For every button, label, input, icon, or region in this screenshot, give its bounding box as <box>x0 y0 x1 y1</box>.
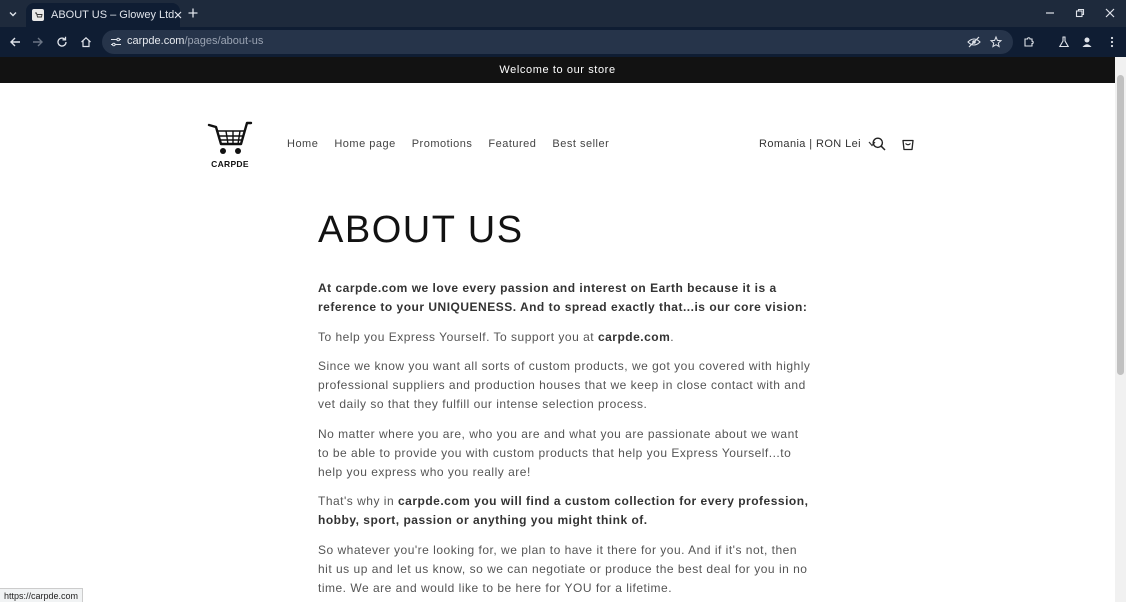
country-currency-selector[interactable] <box>759 138 876 150</box>
nav-item-best-seller[interactable]: Best seller <box>552 138 610 150</box>
tab-title: ABOUT US – Glowey Ltd <box>51 9 175 21</box>
nav-item-home-page[interactable]: Home page <box>334 138 396 150</box>
close-tab-icon[interactable] <box>174 8 182 22</box>
url-path: /pages/about-us <box>184 35 264 47</box>
page-title: ABOUT US <box>318 209 524 251</box>
main-nav <box>279 138 617 150</box>
mission-text: To help you Express Yourself. To support you at <box>318 329 598 344</box>
profile-avatar-icon[interactable] <box>1079 34 1095 50</box>
nav-item-featured[interactable]: Featured <box>488 138 537 150</box>
address-bar[interactable] <box>102 30 1013 54</box>
url-text[interactable] <box>127 35 263 47</box>
url-host: carpde.com <box>127 35 185 47</box>
announcement-bar: Welcome to our store <box>0 57 1115 83</box>
lab-flask-icon[interactable] <box>1056 34 1072 50</box>
country-currency-label: Romania | RON Lei <box>759 138 861 150</box>
paragraph-intro <box>318 279 813 317</box>
site-logo[interactable] <box>207 121 253 171</box>
paragraph-intro-text: At carpde.com we love every passion and interest on Earth because it is a reference to your UNIQUENESS. And to spread exactly that...is our core vision: <box>318 281 808 314</box>
scrollbar-thumb[interactable] <box>1117 75 1124 375</box>
paragraph-mission <box>318 328 813 347</box>
paragraph-collection <box>318 492 813 530</box>
forward-arrow-icon[interactable] <box>30 34 46 50</box>
extensions-puzzle-icon[interactable] <box>1021 34 1037 50</box>
paragraph-lifetime: So whatever you're looking for, we plan to have it there for you. And if it's not, then hit us up and let us know, so we can negotiate or produce the best deal for you in no time. We are and would like to be here for YOU for a lifetime. <box>318 542 808 595</box>
web-page <box>0 57 1115 602</box>
eye-slash-icon[interactable] <box>966 34 982 50</box>
restore-window-icon[interactable] <box>1073 6 1087 20</box>
nav-item-home[interactable]: Home <box>287 138 319 150</box>
tab-search-chevron-icon[interactable] <box>5 6 21 22</box>
paragraph-express: No matter where you are, who you are and what you are passionate about we want to be able to provide you with custom products that help you Express Yourself...to help you express who you really are! <box>318 426 799 479</box>
collection-lead: That's why in <box>318 494 398 508</box>
shopping-cart-logo-icon <box>207 121 253 157</box>
status-bar-url: https://carpde.com <box>0 588 83 602</box>
browser-menu-icon[interactable] <box>1104 34 1120 50</box>
nav-item-promotions[interactable]: Promotions <box>411 138 473 150</box>
browser-toolbar <box>0 27 1126 57</box>
paragraph-suppliers: Since we know you want all sorts of custom products, we got you covered with highly professional suppliers and production houses that we keep in close contact with and vet daily so that they fulfill our intense selection process. <box>318 359 811 411</box>
cart-icon[interactable] <box>900 136 916 152</box>
mission-period: . <box>670 329 675 344</box>
site-favicon-icon <box>32 9 44 21</box>
page-scrollbar[interactable] <box>1115 57 1126 602</box>
site-info-icon[interactable] <box>108 34 124 50</box>
site-header <box>0 83 1115 203</box>
close-window-icon[interactable] <box>1103 6 1117 20</box>
logo-text: CARPDE <box>211 159 249 169</box>
mission-site-name: carpde.com <box>597 329 671 344</box>
reload-icon[interactable] <box>54 34 70 50</box>
browser-tab-active[interactable] <box>26 3 180 27</box>
bookmark-star-icon[interactable] <box>988 34 1004 50</box>
search-icon[interactable] <box>871 136 887 152</box>
about-content <box>318 279 813 608</box>
home-icon[interactable] <box>78 34 94 50</box>
browser-tab-strip <box>0 0 1126 27</box>
back-arrow-icon[interactable] <box>7 34 23 50</box>
minimize-window-icon[interactable] <box>1043 6 1057 20</box>
new-tab-plus-icon[interactable] <box>186 6 200 20</box>
collection-bold: carpde.com you will find a custom collection for every profession, hobby, sport, passion or anything you might think of. <box>318 494 809 527</box>
